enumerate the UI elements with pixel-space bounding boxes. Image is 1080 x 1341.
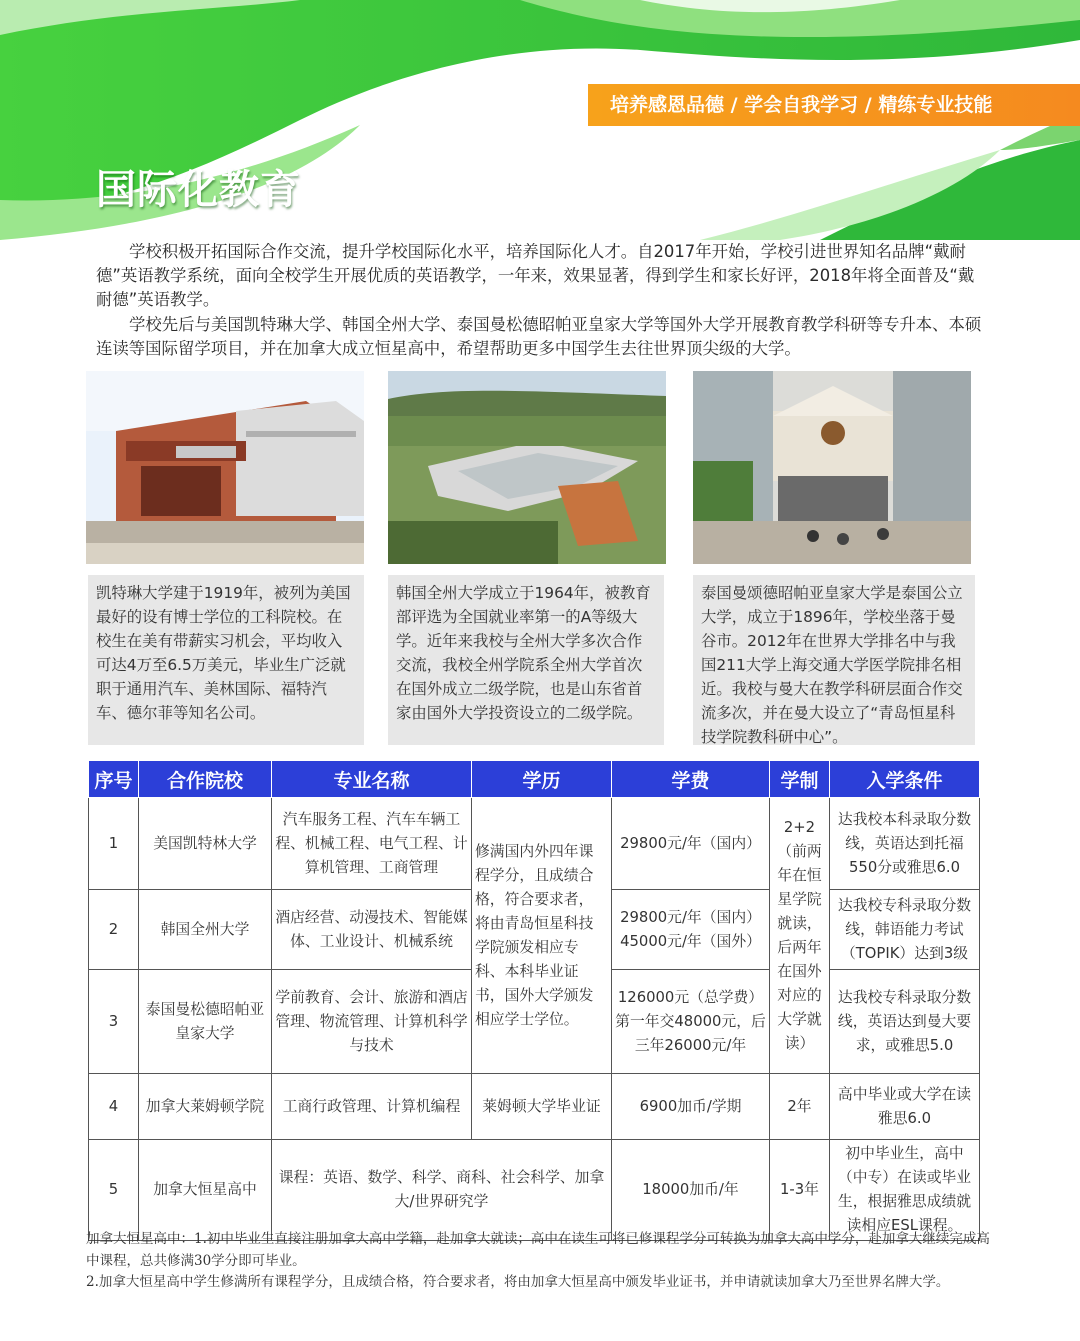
major-cell: 酒店经营、动漫技术、智能媒体、工业设计、机械系统 (272, 890, 472, 970)
intro-paragraph: 学校先后与美国凯特琳大学、韩国全州大学、泰国曼松德昭帕亚皇家大学等国外大学开展教育教学科研等专升本、本硕连读等国际留学项目，并在加拿大成立恒星高中，希望帮助更多中国学生去往世界顶尖级的大学。 (96, 314, 982, 358)
column-header: 专业名称 (272, 761, 472, 798)
caption-thai: 泰国曼颂德昭帕亚皇家大学是泰国公立大学，成立于1896年，学校坐落于曼谷市。2012年在世界大学排名中与我国211大学上海交通大学医学院排名相近。我校与曼大在教学科研层面合作交流多次，并在曼大设立了“青岛恒星科技学院教科研中心”。 (693, 575, 975, 745)
fee-cell: 18000加币/年 (612, 1140, 770, 1241)
degree-cell: 莱姆顿大学毕业证 (472, 1074, 612, 1140)
caption-jeonju: 韩国全州大学成立于1964年，被教育部评选为全国就业率第一的A等级大学。近年来我校与全州大学多次合作交流，我校全州学院系全州大学首次在国外成立二级学院，也是山东省首家由国外大学投资设立的二级学院。 (388, 575, 664, 745)
requirement-cell: 达我校专科录取分数线，英语达到曼大要求，或雅思5.0 (830, 970, 980, 1074)
row-number: 4 (89, 1074, 139, 1140)
thai-royal-university-photo (693, 371, 971, 564)
column-header: 序号 (89, 761, 139, 798)
fee-cell: 126000元（总学费）第一年交48000元，后三年26000元/年 (612, 970, 770, 1074)
footnote: 2.加拿大恒星高中学生修满所有课程学分，且成绩合格，符合要求者，将由加拿大恒星高中颁发毕业证书，并申请就读加拿大乃至世界名牌大学。 (86, 1274, 950, 1290)
footnote: 加拿大恒星高中：1.初中毕业生直接注册加拿大高中学籍，赴加拿大就读；高中在读生可将已修课程学分可转换为加拿大高中学分，赴加拿大继续完成高中课程，总共修满30学分即可毕业。 (86, 1231, 990, 1269)
column-header: 学制 (770, 761, 830, 798)
program-table (88, 760, 980, 1241)
school-cell: 泰国曼松德昭帕亚皇家大学 (139, 970, 272, 1074)
row-number: 5 (89, 1140, 139, 1241)
school-cell: 加拿大恒星高中 (139, 1140, 272, 1241)
row-number: 2 (89, 890, 139, 970)
footnotes (86, 1229, 996, 1294)
fee-cell: 29800元/年（国内）45000元/年（国外） (612, 890, 770, 970)
row-number: 1 (89, 798, 139, 890)
requirement-cell: 达我校本科录取分数线，英语达到托福550分或雅思6.0 (830, 798, 980, 890)
row-number: 3 (89, 970, 139, 1074)
table-row (89, 1074, 980, 1140)
jeonju-university-photo (388, 371, 666, 564)
duration-cell: 2+2（前两年在恒星学院就读，后两年在国外对应的大学就读） (770, 798, 830, 1074)
degree-cell: 修满国内外四年课程学分，且成绩合格，符合要求者，将由青岛恒星科技学院颁发相应专科、本科毕业证书，国外大学颁发相应学士学位。 (472, 798, 612, 1074)
major-cell: 工商行政管理、计算机编程 (272, 1074, 472, 1140)
slogan-banner: 培养感恩品德 / 学会自我学习 / 精练专业技能 (588, 84, 1080, 126)
requirement-cell: 高中毕业或大学在读雅思6.0 (830, 1074, 980, 1140)
column-header: 学费 (612, 761, 770, 798)
requirement-cell: 初中毕业生，高中（中专）在读或毕业生，根据雅思成绩就读相应ESL课程。 (830, 1140, 980, 1241)
duration-cell: 1-3年 (770, 1140, 830, 1241)
school-cell: 美国凯特林大学 (139, 798, 272, 890)
fee-cell: 6900加币/学期 (612, 1074, 770, 1140)
intro-text (96, 240, 984, 361)
fee-cell: 29800元/年（国内） (612, 798, 770, 890)
table-row (89, 798, 980, 890)
requirement-cell: 达我校专科录取分数线，韩语能力考试（TOPIK）达到3级 (830, 890, 980, 970)
column-header: 入学条件 (830, 761, 980, 798)
page-title: 国际化教育 (96, 167, 301, 213)
school-cell: 韩国全州大学 (139, 890, 272, 970)
table-header-row (89, 761, 980, 798)
column-header: 学历 (472, 761, 612, 798)
intro-paragraph: 学校积极开拓国际合作交流，提升学校国际化水平，培养国际化人才。自2017年开始，学校引进世界知名品牌“戴耐德”英语教学系统，面向全校学生开展优质的英语教学，一年来，效果显著，得到学生和家长好评，2018年将全面普及“戴耐德”英语教学。 (96, 242, 975, 310)
column-header: 合作院校 (139, 761, 272, 798)
kettering-university-photo (86, 371, 364, 564)
major-cell: 汽车服务工程、汽车车辆工程、机械工程、电气工程、计算机管理、工商管理 (272, 798, 472, 890)
major-cell: 课程：英语、数学、科学、商科、社会科学、加拿大/世界研究学 (272, 1140, 612, 1241)
school-cell: 加拿大莱姆顿学院 (139, 1074, 272, 1140)
duration-cell: 2年 (770, 1074, 830, 1140)
caption-kettering: 凯特琳大学建于1919年，被列为美国最好的设有博士学位的工科院校。在校生在美有带薪实习机会，平均收入可达4万至6.5万美元，毕业生广泛就职于通用汽车、美林国际、福特汽车、德尔菲等知名公司。 (88, 575, 364, 745)
major-cell: 学前教育、会计、旅游和酒店管理、物流管理、计算机科学与技术 (272, 970, 472, 1074)
table-row (89, 1140, 980, 1241)
